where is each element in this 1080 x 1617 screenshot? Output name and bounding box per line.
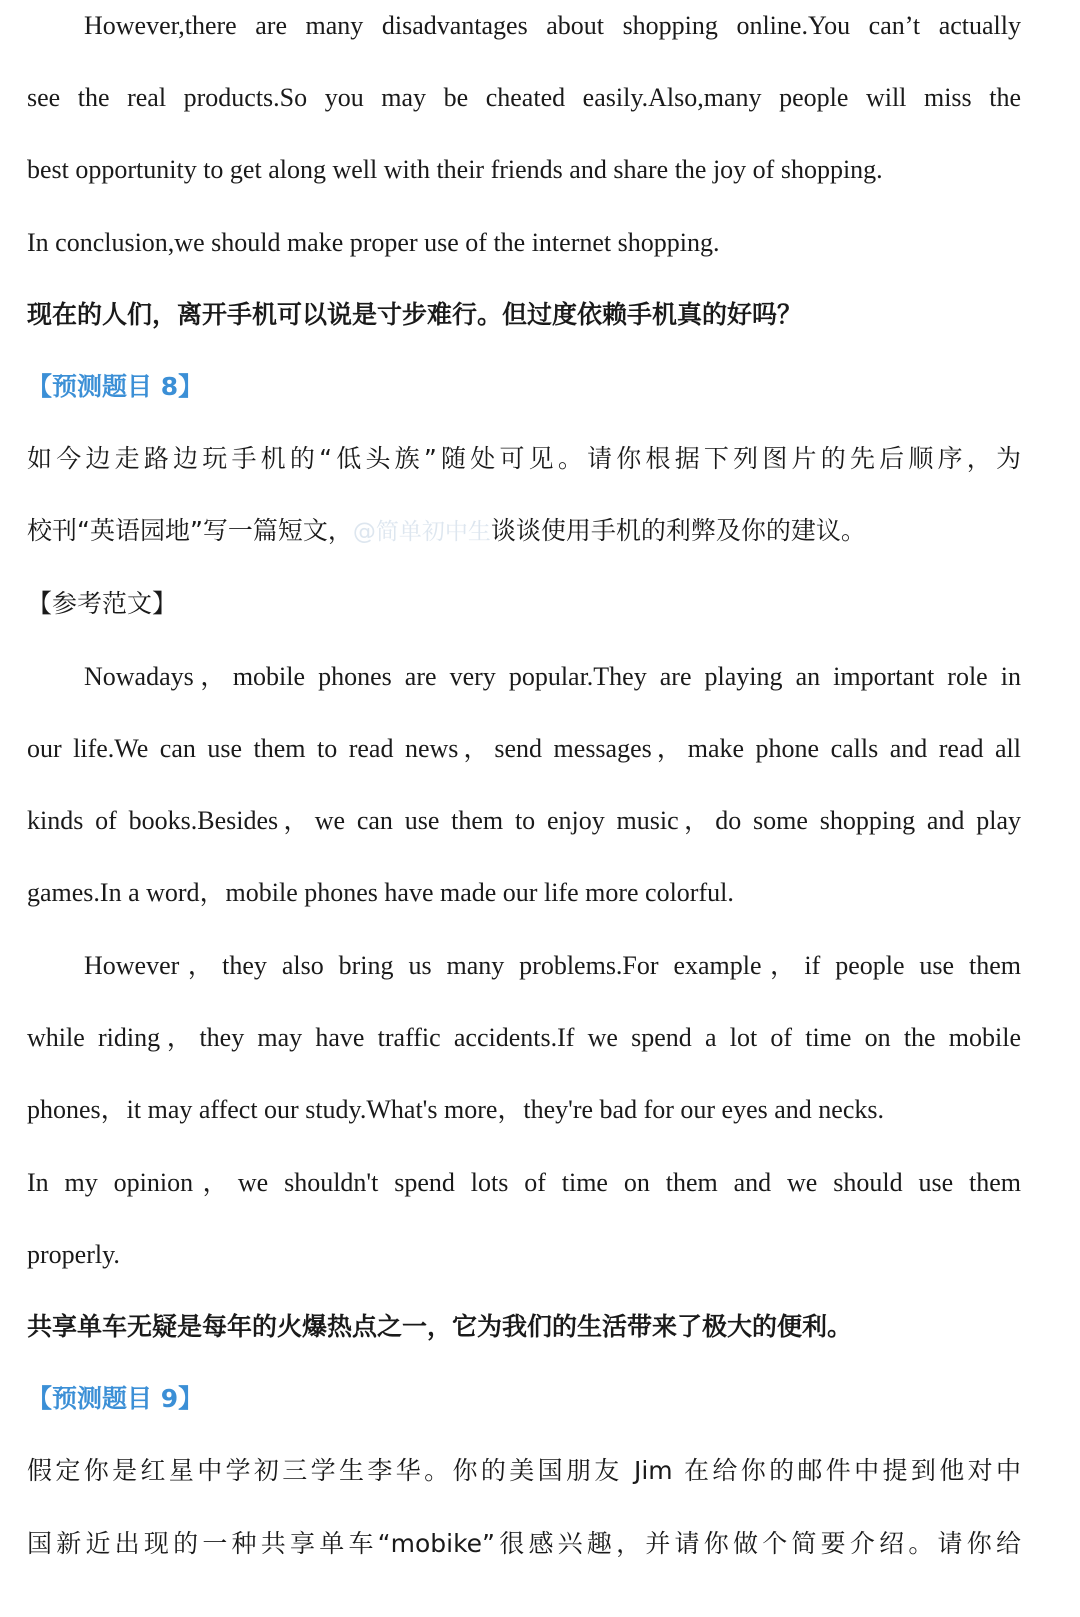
prompt-line: 假定你是红星中学初三学生李华。你的美国朋友 Jim 在给你的邮件中提到他对中: [27, 1456, 1021, 1485]
watermark: @简单初中生: [352, 519, 491, 545]
section-heading: 【预测题目 8】: [27, 372, 204, 401]
paragraph-line: see the real products.So you may be cheated easily.Also,many people will miss the: [27, 83, 1021, 112]
paragraph-line: However,there are many disadvantages about shopping online.You can’t actually: [84, 11, 1021, 40]
prompt-text: 校刊“英语园地”写一篇短文，: [27, 516, 353, 545]
prompt-line: 如今边走路边玩手机的“低头族”随处可见。请你根据下列图片的先后顺序，为: [27, 444, 1021, 473]
paragraph-line: our life.We can use them to read news，send messages，make phone calls and read all: [27, 734, 1021, 763]
prompt-line: [27, 511, 866, 551]
paragraph-line: In my opinion，we shouldn't spend lots of time on them and we should use them: [27, 1168, 1021, 1197]
paragraph-line: games.In a word，mobile phones have made our life more colorful.: [27, 878, 734, 907]
section-heading: 【预测题目 9】: [27, 1384, 204, 1413]
topic-statement: 现在的人们，离开手机可以说是寸步难行。但过度依赖手机真的好吗？: [27, 300, 803, 329]
paragraph-line: Nowadays，mobile phones are very popular.They are playing an important role in: [84, 662, 1021, 691]
paragraph-line: kinds of books.Besides，we can use them to enjoy music，do some shopping and play: [27, 806, 1021, 835]
reference-heading: 【参考范文】: [27, 589, 178, 618]
paragraph-line: best opportunity to get along well with their friends and share the joy of shopping.: [27, 155, 883, 184]
prompt-text: 谈谈使用手机的利弊及你的建议。: [490, 516, 866, 545]
paragraph-line: However，they also bring us many problems.For example，if people use them: [84, 951, 1021, 980]
paragraph-line: In conclusion,we should make proper use of the internet shopping.: [27, 228, 720, 257]
paragraph-line: while riding，they may have traffic accidents.If we spend a lot of time on the mobile: [27, 1023, 1021, 1052]
topic-statement: 共享单车无疑是每年的火爆热点之一，它为我们的生活带来了极大的便利。: [27, 1312, 853, 1341]
paragraph-line: properly.: [27, 1240, 120, 1269]
paragraph-line: phones，it may affect our study.What's more，they're bad for our eyes and necks.: [27, 1095, 884, 1124]
prompt-line: 国新近出现的一种共享单车“mobike”很感兴趣，并请你做个简要介绍。请你给: [27, 1529, 1021, 1558]
